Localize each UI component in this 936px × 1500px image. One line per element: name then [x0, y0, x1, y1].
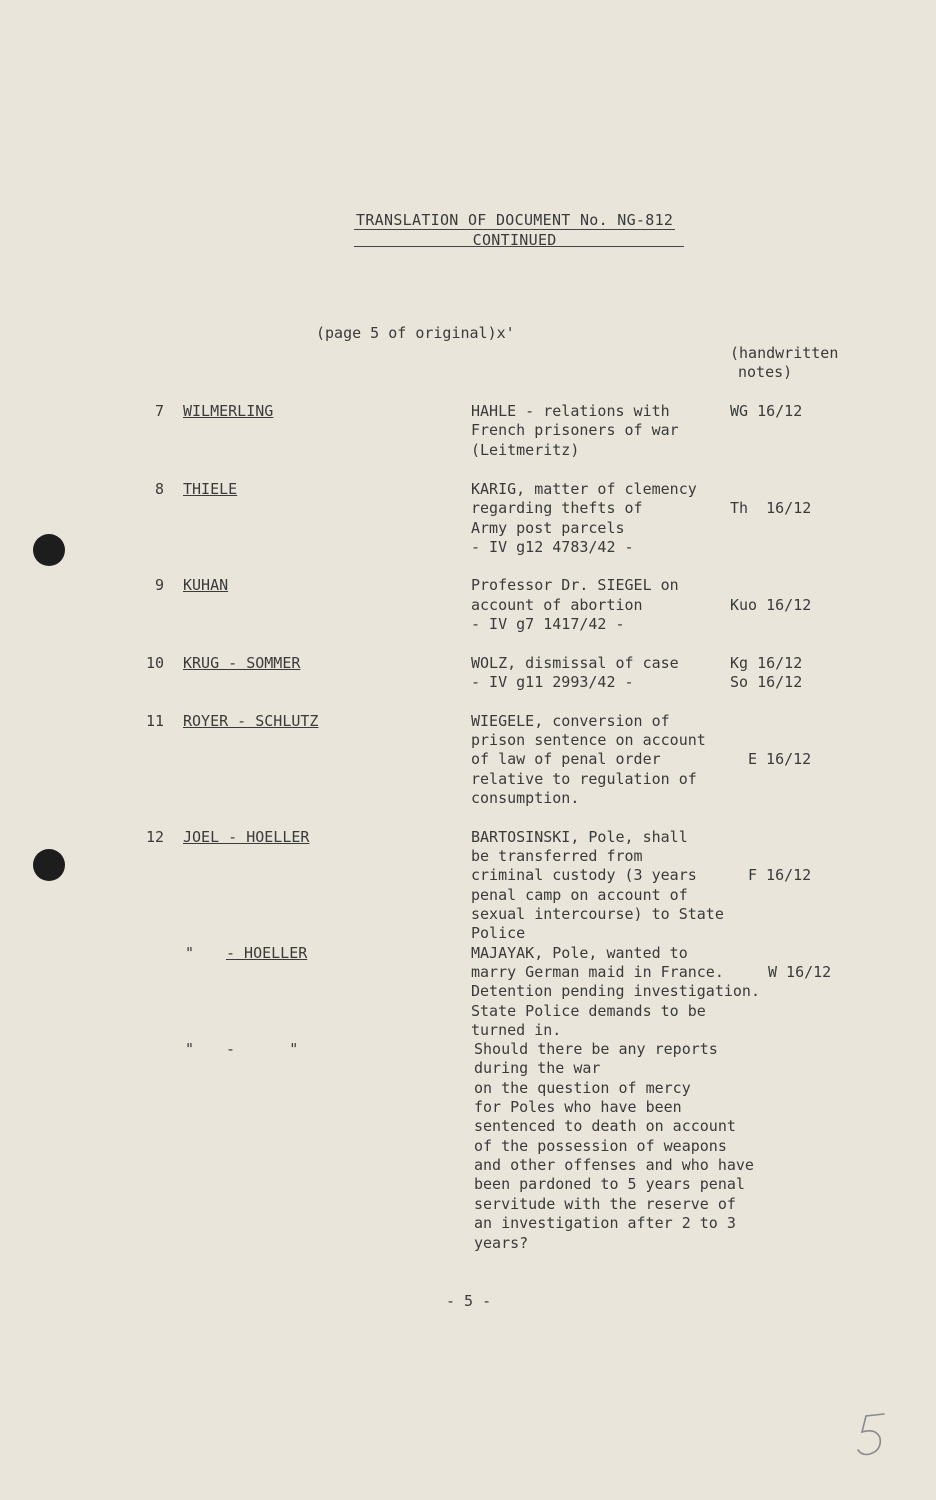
- pencil-page-mark: [852, 1410, 892, 1460]
- entry-text-line: years?: [474, 1234, 529, 1252]
- page-reference: (page 5 of original)x': [316, 324, 515, 342]
- entry-text-line: servitude with the reserve of: [474, 1195, 736, 1213]
- entry-text-line: account of abortion: [471, 596, 643, 614]
- entry-number: 10: [145, 654, 164, 672]
- entry-names: KRUG - SOMMER: [183, 654, 301, 672]
- entry-text-line: criminal custody (3 years: [471, 866, 697, 884]
- entry-text-line: Should there be any reports: [474, 1040, 718, 1058]
- handwritten-note: Kg 16/12: [730, 654, 803, 672]
- page-number: - 5 -: [446, 1292, 492, 1310]
- entry-text-line: regarding thefts of: [471, 499, 643, 517]
- entry-text-line: of law of penal order: [471, 750, 661, 768]
- entry-text-line: (Leitmeritz): [471, 441, 580, 459]
- handwritten-note: Kuo 16/12: [730, 596, 812, 614]
- entry-text-line: sexual intercourse) to State: [471, 905, 724, 923]
- entry-text-line: BARTOSINSKI, Pole, shall: [471, 828, 688, 846]
- entry-text-line: Army post parcels: [471, 519, 625, 537]
- entry-text-line: WOLZ, dismissal of case: [471, 654, 679, 672]
- handwritten-note: E 16/12: [748, 750, 812, 768]
- entry-number: 8: [154, 480, 164, 498]
- handwritten-note: W 16/12: [768, 963, 832, 981]
- entry-text-line: turned in.: [471, 1021, 562, 1039]
- entry-text-line: State Police demands to be: [471, 1002, 706, 1020]
- entry-names: - HOELLER: [226, 944, 308, 962]
- entry-names: WILMERLING: [183, 402, 274, 420]
- entry-number: 7: [154, 402, 164, 420]
- entry-text-line: - IV g7 1417/42 -: [471, 615, 625, 633]
- entry-text-line: of the possession of weapons: [474, 1137, 727, 1155]
- title-line-1: TRANSLATION OF DOCUMENT No. NG-812: [356, 211, 674, 229]
- entry-text-line: MAJAYAK, Pole, wanted to: [471, 944, 688, 962]
- entry-number: 9: [154, 576, 164, 594]
- punch-hole: [33, 849, 65, 881]
- entry-text-line: - IV g12 4783/42 -: [471, 538, 634, 556]
- entry-text-line: be transferred from: [471, 847, 643, 865]
- entry-number: 11: [145, 712, 164, 730]
- entry-text-line: marry German maid in France.: [471, 963, 724, 981]
- entry-text-line: relative to regulation of: [471, 770, 697, 788]
- ditto-mark: ": [184, 944, 194, 962]
- entry-names: JOEL - HOELLER: [183, 828, 310, 846]
- entry-text-line: - IV g11 2993/42 -: [471, 673, 634, 691]
- notes-heading-1: (handwritten: [730, 344, 839, 362]
- punch-hole: [33, 534, 65, 566]
- entry-text-line: on the question of mercy: [474, 1079, 691, 1097]
- entry-text-line: sentenced to death on account: [474, 1117, 736, 1135]
- entry-text-line: during the war: [474, 1059, 601, 1077]
- document-title: [354, 210, 675, 250]
- entry-names: THIELE: [183, 480, 238, 498]
- ditto-mark: ": [184, 1040, 194, 1058]
- handwritten-note: WG 16/12: [730, 402, 803, 420]
- title-line-2: CONTINUED: [472, 231, 557, 249]
- entry-text-line: and other offenses and who have: [474, 1156, 754, 1174]
- entry-text-line: for Poles who have been: [474, 1098, 682, 1116]
- notes-heading-2: notes): [738, 363, 793, 381]
- entry-names: KUHAN: [183, 576, 229, 594]
- entry-text-line: been pardoned to 5 years penal: [474, 1175, 745, 1193]
- entry-text-line: HAHLE - relations with: [471, 402, 670, 420]
- entry-names: ROYER - SCHLUTZ: [183, 712, 319, 730]
- entry-text-line: an investigation after 2 to 3: [474, 1214, 736, 1232]
- entry-names: - ": [226, 1040, 299, 1058]
- entry-text-line: KARIG, matter of clemency: [471, 480, 697, 498]
- entry-text-line: Police: [471, 924, 526, 942]
- entry-text-line: prison sentence on account: [471, 731, 706, 749]
- handwritten-note: So 16/12: [730, 673, 803, 691]
- entry-text-line: consumption.: [471, 789, 580, 807]
- entry-text-line: WIEGELE, conversion of: [471, 712, 670, 730]
- entry-text-line: Detention pending investigation.: [471, 982, 760, 1000]
- entry-number: 12: [145, 828, 164, 846]
- entry-text-line: penal camp on account of: [471, 886, 688, 904]
- handwritten-note: F 16/12: [748, 866, 812, 884]
- handwritten-note: Th 16/12: [730, 499, 812, 517]
- title-rule: [354, 246, 684, 247]
- entry-text-line: Professor Dr. SIEGEL on: [471, 576, 679, 594]
- entry-text-line: French prisoners of war: [471, 421, 679, 439]
